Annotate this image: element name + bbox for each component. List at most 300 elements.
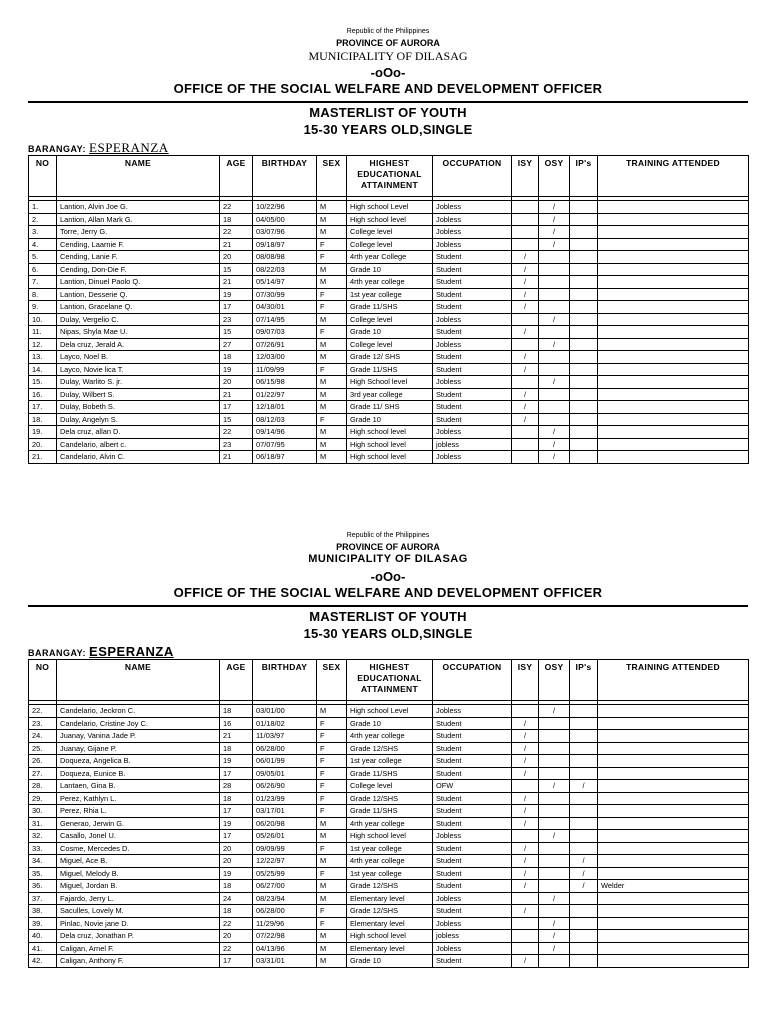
cell-sex: M: [317, 451, 347, 464]
cell-training: [598, 867, 749, 880]
cell-age: 21: [220, 238, 253, 251]
cell-occupation: Student: [433, 717, 512, 730]
table-row: [29, 313, 749, 326]
cell-education: Grade 11/SHS: [347, 363, 433, 376]
cell-no: 25.: [29, 742, 57, 755]
cell-name: Miguel, Melody B.: [57, 867, 220, 880]
province-header: PROVINCE OF AURORA: [336, 38, 440, 48]
cell-isy: [512, 830, 539, 843]
cell-sex: M: [317, 426, 347, 439]
cell-isy: /: [512, 276, 539, 289]
cell-birthday: 03/07/96: [253, 226, 317, 239]
cell-ips: [570, 451, 598, 464]
cell-occupation: Student: [433, 388, 512, 401]
table-body-2: [29, 701, 749, 968]
cell-ips: [570, 805, 598, 818]
cell-no: 12.: [29, 338, 57, 351]
cell-birthday: 03/31/01: [253, 955, 317, 968]
cell-name: Candelario, Cristine Joy C.: [57, 717, 220, 730]
cell-birthday: 01/18/02: [253, 717, 317, 730]
table-row: [29, 213, 749, 226]
cell-ips: [570, 388, 598, 401]
cell-age: 18: [220, 742, 253, 755]
cell-name: Miguel, Jordan B.: [57, 880, 220, 893]
table-row: [29, 326, 749, 339]
table-row: [29, 905, 749, 918]
cell-sex: F: [317, 730, 347, 743]
cell-occupation: OFW: [433, 780, 512, 793]
cell-no: 21.: [29, 451, 57, 464]
cell-training: [598, 705, 749, 718]
cell-occupation: Jobless: [433, 705, 512, 718]
cell-sex: M: [317, 201, 347, 214]
cell-occupation: Student: [433, 351, 512, 364]
cell-education: High school level: [347, 830, 433, 843]
cell-training: [598, 363, 749, 376]
cell-osy: /: [539, 942, 570, 955]
column-header-no: NO: [29, 660, 57, 701]
column-header-name: NAME: [57, 156, 220, 197]
cell-name: Saculles, Lovely M.: [57, 905, 220, 918]
cell-occupation: Student: [433, 730, 512, 743]
cell-sex: M: [317, 438, 347, 451]
cell-occupation: Jobless: [433, 942, 512, 955]
cell-age: 20: [220, 376, 253, 389]
cell-training: [598, 276, 749, 289]
cell-isy: /: [512, 742, 539, 755]
table-row: [29, 276, 749, 289]
cell-training: [598, 830, 749, 843]
cell-isy: /: [512, 755, 539, 768]
cell-ips: [570, 301, 598, 314]
cell-education: 1st year college: [347, 288, 433, 301]
table-row: [29, 842, 749, 855]
cell-sex: F: [317, 867, 347, 880]
cell-age: 24: [220, 892, 253, 905]
cell-isy: [512, 705, 539, 718]
cell-education: Elementary level: [347, 917, 433, 930]
cell-no: 17.: [29, 401, 57, 414]
cell-sex: F: [317, 238, 347, 251]
cell-age: 18: [220, 705, 253, 718]
table-row: [29, 263, 749, 276]
column-header-education: HIGHEST EDUCATIONAL ATTAINMENT: [347, 156, 433, 197]
column-header-no: NO: [29, 156, 57, 197]
cell-no: 28.: [29, 780, 57, 793]
table-row: [29, 376, 749, 389]
cell-name: Dulay, Wilbert S.: [57, 388, 220, 401]
cell-occupation: Student: [433, 880, 512, 893]
barangay-line: [28, 644, 748, 659]
cell-ips: [570, 413, 598, 426]
cell-ips: [570, 338, 598, 351]
cell-sex: F: [317, 780, 347, 793]
cell-training: [598, 313, 749, 326]
table-row: [29, 301, 749, 314]
cell-education: High school level: [347, 930, 433, 943]
cell-age: 18: [220, 880, 253, 893]
cell-training: [598, 842, 749, 855]
table-row: [29, 880, 749, 893]
cell-no: 8.: [29, 288, 57, 301]
cell-osy: [539, 717, 570, 730]
cell-name: Caligan, Anthony F.: [57, 955, 220, 968]
cell-occupation: Student: [433, 767, 512, 780]
cell-occupation: Student: [433, 363, 512, 376]
cell-no: 34.: [29, 855, 57, 868]
cell-osy: [539, 792, 570, 805]
cell-birthday: 05/25/99: [253, 867, 317, 880]
cell-birthday: 07/14/95: [253, 313, 317, 326]
cell-osy: [539, 842, 570, 855]
cell-sex: M: [317, 817, 347, 830]
cell-education: College level: [347, 780, 433, 793]
cell-isy: [512, 201, 539, 214]
cell-sex: F: [317, 251, 347, 264]
cell-ips: [570, 892, 598, 905]
cell-age: 17: [220, 767, 253, 780]
cell-isy: [512, 451, 539, 464]
cell-training: [598, 201, 749, 214]
masterlist-title: MASTERLIST OF YOUTH: [309, 105, 467, 120]
cell-osy: /: [539, 930, 570, 943]
cell-birthday: 08/12/03: [253, 413, 317, 426]
cell-education: Grade 12/SHS: [347, 880, 433, 893]
cell-education: College level: [347, 238, 433, 251]
cell-ips: [570, 955, 598, 968]
cell-name: Lantion, Allan Mark G.: [57, 213, 220, 226]
cell-birthday: 12/03/00: [253, 351, 317, 364]
cell-training: [598, 767, 749, 780]
cell-birthday: 07/30/99: [253, 288, 317, 301]
cell-osy: /: [539, 780, 570, 793]
table-row: [29, 226, 749, 239]
cell-isy: /: [512, 401, 539, 414]
cell-no: 33.: [29, 842, 57, 855]
cell-training: [598, 805, 749, 818]
cell-name: Perez, Rhia L.: [57, 805, 220, 818]
table-row: [29, 767, 749, 780]
cell-sex: M: [317, 930, 347, 943]
cell-sex: M: [317, 351, 347, 364]
cell-osy: /: [539, 451, 570, 464]
table-row: [29, 730, 749, 743]
cell-osy: /: [539, 438, 570, 451]
cell-sex: F: [317, 301, 347, 314]
cell-training: [598, 301, 749, 314]
column-header-occupation: OCCUPATION: [433, 660, 512, 701]
table-row: [29, 942, 749, 955]
cell-training: [598, 413, 749, 426]
cell-sex: M: [317, 705, 347, 718]
cell-ips: [570, 755, 598, 768]
cell-ips: [570, 705, 598, 718]
table-row: [29, 867, 749, 880]
cell-age: 22: [220, 226, 253, 239]
cell-training: [598, 351, 749, 364]
cell-name: Perez, Kathlyn L.: [57, 792, 220, 805]
cell-occupation: Student: [433, 742, 512, 755]
cell-ips: /: [570, 780, 598, 793]
column-header-isy: ISY: [512, 660, 539, 701]
cell-occupation: Jobless: [433, 892, 512, 905]
cell-sex: M: [317, 213, 347, 226]
cell-birthday: 06/01/99: [253, 755, 317, 768]
cell-training: [598, 930, 749, 943]
cell-isy: [512, 238, 539, 251]
cell-birthday: 08/22/03: [253, 263, 317, 276]
cell-training: [598, 892, 749, 905]
cell-birthday: 09/18/97: [253, 238, 317, 251]
cell-no: 15.: [29, 376, 57, 389]
cell-training: [598, 263, 749, 276]
column-header-ips: IP's: [570, 156, 598, 197]
cell-sex: F: [317, 413, 347, 426]
cell-osy: [539, 905, 570, 918]
cell-osy: /: [539, 830, 570, 843]
cell-age: 21: [220, 388, 253, 401]
table-row: [29, 855, 749, 868]
cell-age: 23: [220, 438, 253, 451]
cell-occupation: Student: [433, 792, 512, 805]
cell-ips: [570, 326, 598, 339]
cell-osy: [539, 288, 570, 301]
cell-age: 22: [220, 426, 253, 439]
cell-isy: /: [512, 767, 539, 780]
cell-education: Grade 12/SHS: [347, 742, 433, 755]
cell-no: 40.: [29, 930, 57, 943]
table-row: [29, 201, 749, 214]
cell-name: Candelario, Jeckron C.: [57, 705, 220, 718]
column-header-ips: IP's: [570, 660, 598, 701]
cell-training: [598, 438, 749, 451]
cell-osy: [539, 805, 570, 818]
cell-occupation: Jobless: [433, 213, 512, 226]
cell-sex: M: [317, 226, 347, 239]
cell-birthday: 09/14/96: [253, 426, 317, 439]
cell-name: Nipas, Shyla Mae U.: [57, 326, 220, 339]
cell-sex: F: [317, 805, 347, 818]
cell-birthday: 12/18/01: [253, 401, 317, 414]
cell-name: Dela cruz, Jonathan P.: [57, 930, 220, 943]
cell-no: 24.: [29, 730, 57, 743]
cell-training: [598, 942, 749, 955]
office-title: OFFICE OF THE SOCIAL WELFARE AND DEVELOPMENT OFFICER: [173, 81, 603, 96]
cell-training: [598, 755, 749, 768]
cell-education: 4rth year college: [347, 276, 433, 289]
cell-name: Juanay, Vanina Jade P.: [57, 730, 220, 743]
cell-name: Juanay, Gijane P.: [57, 742, 220, 755]
cell-education: 1st year college: [347, 867, 433, 880]
cell-name: Fajardo, Jerry L.: [57, 892, 220, 905]
cell-birthday: 06/28/00: [253, 742, 317, 755]
cell-isy: /: [512, 388, 539, 401]
cell-no: 4.: [29, 238, 57, 251]
cell-age: 17: [220, 830, 253, 843]
cell-age: 16: [220, 717, 253, 730]
cell-ips: [570, 817, 598, 830]
table-row: [29, 817, 749, 830]
cell-education: Grade 10: [347, 717, 433, 730]
cell-isy: [512, 892, 539, 905]
cell-no: 10.: [29, 313, 57, 326]
cell-birthday: 06/15/98: [253, 376, 317, 389]
cell-name: Generao, Jerwin G.: [57, 817, 220, 830]
cell-education: Grade 10: [347, 263, 433, 276]
table-row: [29, 780, 749, 793]
cell-ips: [570, 905, 598, 918]
cell-osy: [539, 880, 570, 893]
barangay-label: BARANGAY:: [28, 648, 87, 658]
cell-isy: /: [512, 351, 539, 364]
column-header-sex: SEX: [317, 156, 347, 197]
cell-education: Elementary level: [347, 942, 433, 955]
cell-occupation: Student: [433, 855, 512, 868]
cell-no: 36.: [29, 880, 57, 893]
cell-osy: [539, 867, 570, 880]
cell-name: Dela cruz, Jerald A.: [57, 338, 220, 351]
cell-training: [598, 213, 749, 226]
cell-isy: [512, 438, 539, 451]
cell-age: 27: [220, 338, 253, 351]
ooo-separator: -oOo-: [370, 569, 406, 584]
cell-education: Grade 12/SHS: [347, 792, 433, 805]
cell-age: 21: [220, 276, 253, 289]
table-body-1: [29, 197, 749, 464]
cell-birthday: 07/22/98: [253, 930, 317, 943]
cell-no: 41.: [29, 942, 57, 955]
cell-isy: [512, 338, 539, 351]
cell-age: 17: [220, 955, 253, 968]
cell-training: [598, 917, 749, 930]
province-header: PROVINCE OF AURORA: [336, 542, 440, 552]
cell-age: 17: [220, 301, 253, 314]
cell-osy: [539, 742, 570, 755]
cell-ips: /: [570, 880, 598, 893]
cell-isy: /: [512, 413, 539, 426]
cell-ips: [570, 842, 598, 855]
cell-isy: /: [512, 805, 539, 818]
cell-sex: M: [317, 855, 347, 868]
column-header-birthday: BIRTHDAY: [253, 156, 317, 197]
cell-sex: F: [317, 288, 347, 301]
cell-occupation: Student: [433, 905, 512, 918]
cell-birthday: 09/05/01: [253, 767, 317, 780]
table-header-row: [29, 660, 749, 701]
cell-no: 19.: [29, 426, 57, 439]
header-rule: [28, 605, 748, 607]
cell-no: 30.: [29, 805, 57, 818]
cell-name: Layco, Noel B.: [57, 351, 220, 364]
cell-occupation: Student: [433, 251, 512, 264]
youth-table-1: [28, 155, 749, 464]
cell-sex: M: [317, 276, 347, 289]
cell-no: 37.: [29, 892, 57, 905]
cell-education: High school level: [347, 213, 433, 226]
cell-sex: F: [317, 842, 347, 855]
cell-isy: /: [512, 867, 539, 880]
cell-education: 4rth year college: [347, 817, 433, 830]
cell-age: 15: [220, 263, 253, 276]
cell-no: 26.: [29, 755, 57, 768]
cell-age: 19: [220, 755, 253, 768]
cell-birthday: 01/23/99: [253, 792, 317, 805]
cell-osy: [539, 855, 570, 868]
cell-occupation: Student: [433, 805, 512, 818]
cell-education: Grade 10: [347, 955, 433, 968]
cell-occupation: Jobless: [433, 917, 512, 930]
cell-occupation: Student: [433, 326, 512, 339]
cell-birthday: 11/09/99: [253, 363, 317, 376]
cell-name: Candelario, Alvin C.: [57, 451, 220, 464]
cell-education: College level: [347, 338, 433, 351]
cell-age: 17: [220, 805, 253, 818]
table-row: [29, 426, 749, 439]
cell-occupation: Jobless: [433, 313, 512, 326]
cell-osy: [539, 755, 570, 768]
cell-ips: [570, 426, 598, 439]
cell-ips: [570, 792, 598, 805]
cell-no: 13.: [29, 351, 57, 364]
cell-name: Dulay, Angelyn S.: [57, 413, 220, 426]
cell-osy: /: [539, 705, 570, 718]
cell-occupation: Student: [433, 842, 512, 855]
masterlist-subtitle: 15-30 YEARS OLD,SINGLE: [303, 626, 473, 641]
table-row: [29, 892, 749, 905]
cell-education: 3rd year college: [347, 388, 433, 401]
cell-birthday: 07/26/91: [253, 338, 317, 351]
column-header-osy: OSY: [539, 660, 570, 701]
cell-training: [598, 338, 749, 351]
cell-sex: F: [317, 905, 347, 918]
column-header-name: NAME: [57, 660, 220, 701]
cell-education: 4rth year college: [347, 855, 433, 868]
table-row: [29, 805, 749, 818]
cell-ips: [570, 351, 598, 364]
cell-birthday: 09/09/99: [253, 842, 317, 855]
cell-no: 5.: [29, 251, 57, 264]
table-row: [29, 401, 749, 414]
cell-ips: [570, 942, 598, 955]
cell-occupation: Jobless: [433, 226, 512, 239]
cell-isy: /: [512, 905, 539, 918]
masterlist-title: MASTERLIST OF YOUTH: [309, 609, 467, 624]
cell-ips: [570, 917, 598, 930]
cell-age: 20: [220, 930, 253, 943]
cell-education: College level: [347, 313, 433, 326]
column-header-training: TRAINING ATTENDED: [598, 156, 749, 197]
cell-osy: /: [539, 313, 570, 326]
cell-isy: [512, 376, 539, 389]
cell-training: [598, 742, 749, 755]
republic-header: Republic of the Philippines: [346, 532, 430, 539]
cell-sex: M: [317, 880, 347, 893]
cell-no: 29.: [29, 792, 57, 805]
cell-occupation: Jobless: [433, 376, 512, 389]
cell-osy: /: [539, 892, 570, 905]
cell-osy: /: [539, 226, 570, 239]
cell-occupation: jobless: [433, 930, 512, 943]
cell-osy: /: [539, 213, 570, 226]
column-header-birthday: BIRTHDAY: [253, 660, 317, 701]
cell-osy: /: [539, 376, 570, 389]
cell-education: Grade 11/SHS: [347, 805, 433, 818]
table-row: [29, 830, 749, 843]
cell-education: Grade 12/ SHS: [347, 351, 433, 364]
cell-training: [598, 426, 749, 439]
cell-education: Grade 10: [347, 326, 433, 339]
cell-education: Grade 12/SHS: [347, 905, 433, 918]
